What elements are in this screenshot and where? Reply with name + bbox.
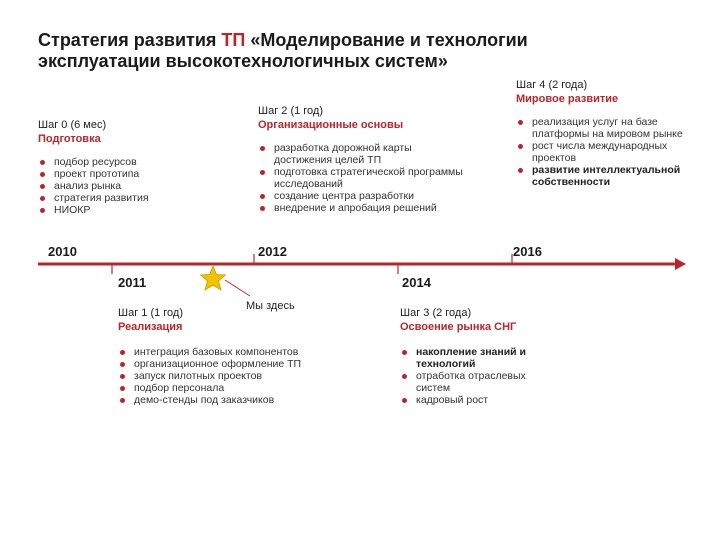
list-item: развитие интеллектуальной собственности bbox=[516, 164, 710, 188]
list-item: подбор ресурсов bbox=[38, 156, 218, 168]
marker-pointer bbox=[225, 280, 250, 296]
title-line1-prefix: Стратегия развития bbox=[38, 30, 222, 50]
timeline-arrowhead bbox=[675, 258, 686, 270]
step-4-subtitle: Мировое развитие bbox=[516, 93, 619, 105]
we-are-here-label: Мы здесь bbox=[246, 300, 295, 312]
list-item: подбор персонала bbox=[118, 382, 348, 394]
list-item: НИОКР bbox=[38, 204, 218, 216]
step-4 bbox=[516, 78, 710, 188]
step-4-list bbox=[516, 116, 710, 188]
step-1-subtitle: Реализация bbox=[118, 321, 183, 333]
step-2 bbox=[258, 104, 468, 214]
step-3-title: Шаг 3 (2 года) bbox=[400, 307, 472, 319]
year-2012: 2012 bbox=[258, 244, 287, 259]
list-item: создание центра разработки bbox=[258, 190, 468, 202]
step-4-title: Шаг 4 (2 года) bbox=[516, 79, 588, 91]
list-item: демо-стенды под заказчиков bbox=[118, 394, 348, 406]
step-1-title: Шаг 1 (1 год) bbox=[118, 307, 184, 319]
year-2014: 2014 bbox=[402, 275, 431, 290]
list-item: кадровый рост bbox=[400, 394, 560, 406]
list-item: подготовка стратегической программы исследований bbox=[258, 166, 468, 190]
list-item: организационное оформление ТП bbox=[118, 358, 348, 370]
list-item: анализ рынка bbox=[38, 180, 218, 192]
year-2016: 2016 bbox=[513, 244, 542, 259]
step-2-title: Шаг 2 (1 год) bbox=[258, 105, 324, 117]
step-0-title: Шаг 0 (6 мес) bbox=[38, 119, 107, 131]
year-2011: 2011 bbox=[118, 275, 147, 290]
title-line2: эксплуатации высокотехнологичных систем» bbox=[38, 51, 448, 71]
step-2-list bbox=[258, 142, 468, 214]
step-1-list bbox=[118, 346, 348, 406]
step-3 bbox=[400, 306, 560, 406]
list-item: запуск пилотных проектов bbox=[118, 370, 348, 382]
list-item: внедрение и апробация решений bbox=[258, 202, 468, 214]
list-item: реализация услуг на базе платформы на мировом рынке bbox=[516, 116, 710, 140]
list-item: отработка отраслевых систем bbox=[400, 370, 560, 394]
step-0-list bbox=[38, 156, 218, 216]
step-1 bbox=[118, 306, 348, 406]
step-3-list bbox=[400, 346, 560, 406]
step-3-subtitle: Освоение рынка СНГ bbox=[400, 321, 517, 333]
list-item: проект прототипа bbox=[38, 168, 218, 180]
list-item: разработка дорожной карты достижения целей ТП bbox=[258, 142, 468, 166]
step-0-subtitle: Подготовка bbox=[38, 133, 101, 145]
step-2-subtitle: Организационные основы bbox=[258, 119, 404, 131]
step-0 bbox=[38, 118, 218, 216]
star-icon bbox=[201, 266, 226, 290]
list-item: рост числа международных проектов bbox=[516, 140, 710, 164]
title-line1-rest: «Моделирование и технологии bbox=[245, 30, 528, 50]
list-item: стратегия развития bbox=[38, 192, 218, 204]
list-item: интеграция базовых компонентов bbox=[118, 346, 348, 358]
title-accent: ТП bbox=[221, 30, 246, 50]
list-item: накопление знаний и технологий bbox=[400, 346, 560, 370]
year-2010: 2010 bbox=[48, 244, 77, 259]
